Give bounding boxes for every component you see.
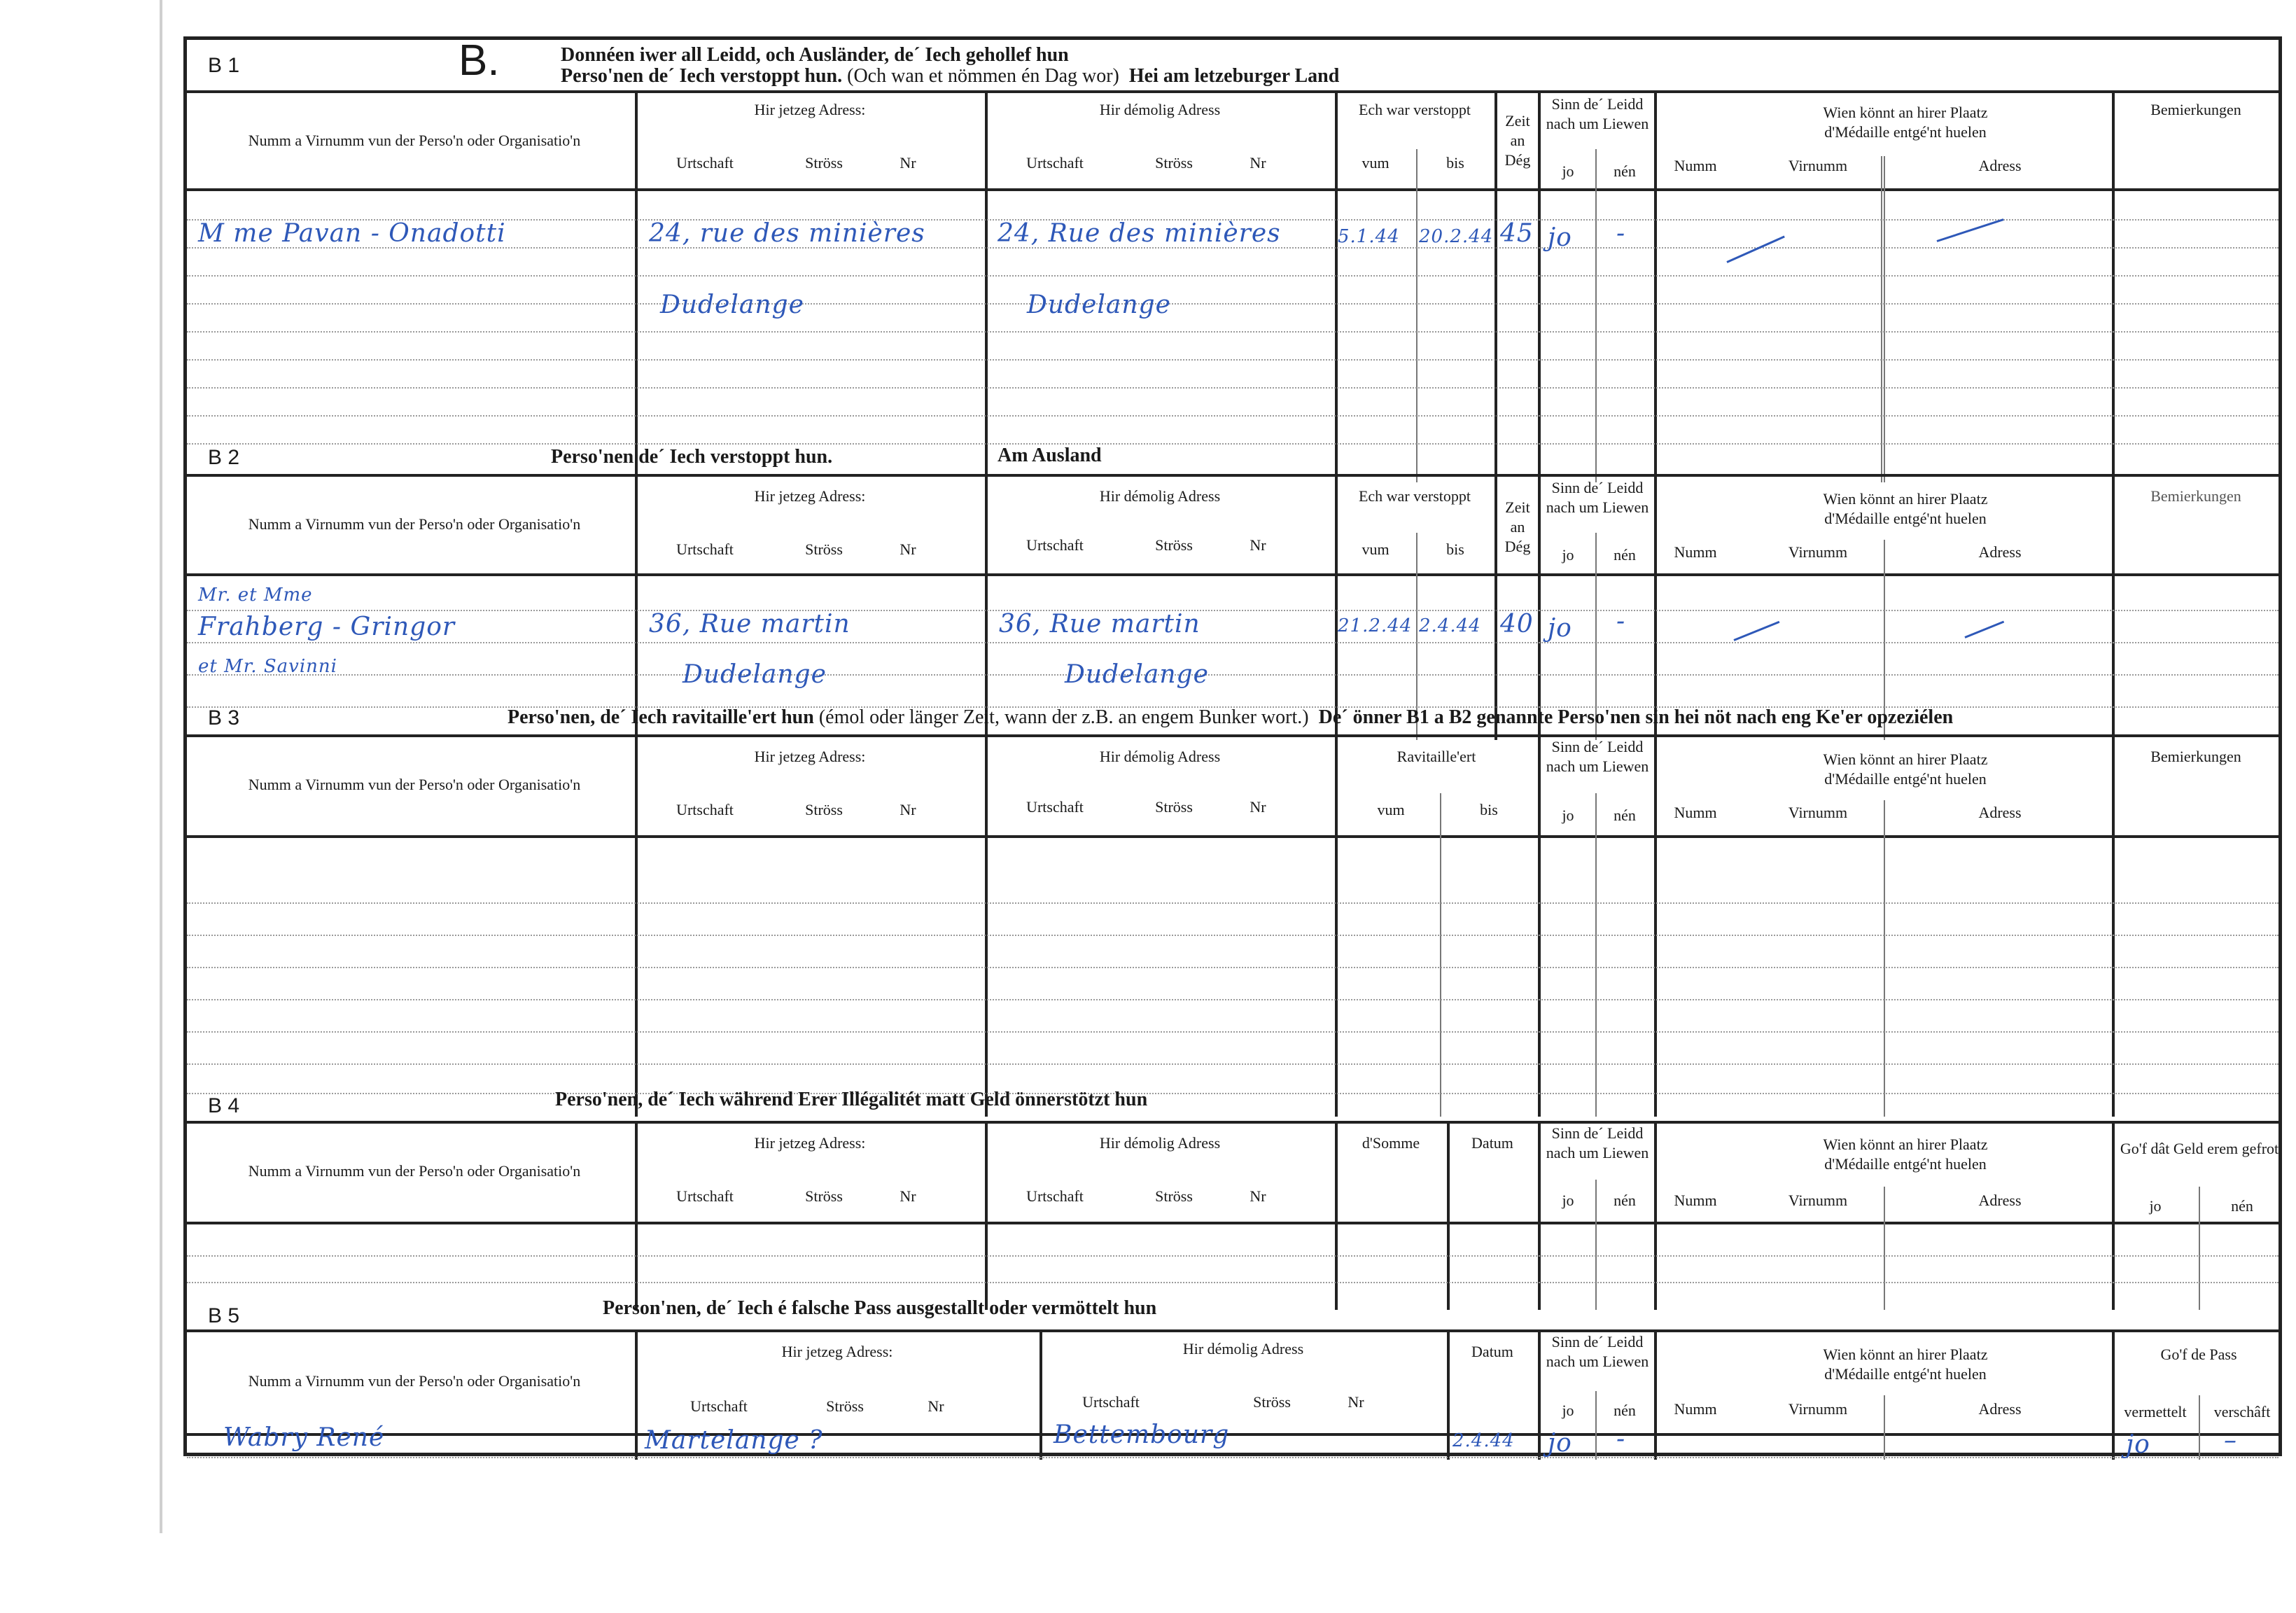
- b2-hidden-from: 21.2.44: [1338, 615, 1413, 636]
- col-locality: Urtschaft: [676, 801, 734, 818]
- table-b1: [187, 90, 2278, 482]
- col-street: Ströss: [805, 540, 843, 558]
- col-yes: jo: [1562, 1402, 1574, 1419]
- col-name: Numm a Virnumm vun der Perso'n oder Organisatio'n: [248, 776, 581, 793]
- col-name: Numm a Virnumm vun der Perso'n oder Organisatio'n: [248, 515, 581, 533]
- b2-days: 40: [1500, 610, 1534, 638]
- col-no: nén: [1614, 806, 1636, 824]
- b2-former-street: 36, Rue martin: [999, 610, 1200, 638]
- b2-medal-address-dash: [1964, 621, 2004, 638]
- b5-title: Person'nen, de´ Iech é falsche Pass ausgestallt oder vermöttelt hun: [603, 1297, 1157, 1319]
- col-medal: Wien könnt an hirer Plaatz d'Médaille entgé'nt huelen: [1823, 1346, 1988, 1383]
- col-medal-address: Adress: [1978, 1192, 2022, 1209]
- col-locality: Urtschaft: [1026, 536, 1084, 554]
- col-yes: jo: [1562, 546, 1574, 564]
- col-alive: Sinn de´ Leidd nach um Liewen: [1546, 479, 1649, 516]
- col-medal: Wien könnt an hirer Plaatz d'Médaille entgé'nt huelen: [1823, 750, 1988, 788]
- col-medal-first: Virnumm: [1788, 543, 1848, 561]
- form-letter: B.: [458, 36, 500, 85]
- b2-title-abroad: Am Ausland: [997, 445, 1102, 466]
- col-name: Numm a Virnumm vun der Perso'n oder Organisatio'n: [248, 1372, 581, 1390]
- b2-former-city: Dudelange: [1065, 660, 1209, 689]
- b1-medal-name-dash: [1726, 236, 1784, 263]
- form-title-line1: Donnéen iwer all Leidd, och Ausländer, de´ Iech gehollef hun: [561, 44, 1069, 66]
- col-street: Ströss: [1155, 1187, 1193, 1205]
- col-supplied: Ravitaille'ert: [1396, 748, 1476, 765]
- b1-current-city: Dudelange: [660, 291, 804, 319]
- section-code-b5: B 5: [208, 1304, 240, 1327]
- form-title-b1: Perso'nen de´ Iech verstoppt hun.: [561, 65, 843, 87]
- table-b5: [187, 1329, 2278, 1460]
- col-current-address: Hir jetzeg Adress:: [754, 748, 866, 765]
- b1-days: 45: [1500, 219, 1534, 248]
- section-code-b3: B 3: [208, 706, 240, 729]
- col-street: Ströss: [1155, 154, 1193, 172]
- col-no: nén: [1614, 1192, 1636, 1209]
- col-name: Numm a Virnumm vun der Perso'n oder Organisatio'n: [248, 1162, 581, 1180]
- col-street: Ströss: [826, 1397, 864, 1415]
- b5-alive-yes: jo: [1548, 1429, 1572, 1458]
- col-yes: jo: [2149, 1197, 2162, 1215]
- col-nr: Nr: [1348, 1393, 1364, 1411]
- col-nr: Nr: [899, 540, 916, 558]
- col-nr: Nr: [899, 154, 916, 172]
- col-locality: Urtschaft: [1026, 1187, 1084, 1205]
- col-nr: Nr: [899, 1187, 916, 1205]
- b2-alive-no: -: [1616, 607, 1626, 636]
- b1-former-street: 24, Rue des minières: [997, 219, 1281, 248]
- b1-medal-address-dash: [1937, 218, 2004, 242]
- col-medal-address: Adress: [1978, 543, 2022, 561]
- col-street: Ströss: [1155, 798, 1193, 816]
- b1-alive-no: -: [1616, 219, 1626, 248]
- section-code-b2: B 2: [208, 446, 240, 469]
- b2-person-name-line2: Frahberg - Gringor: [198, 613, 456, 641]
- col-medal-name: Numm: [1674, 804, 1717, 821]
- b2-person-name-line3: et Mr. Savinni: [198, 656, 337, 677]
- col-former-address: Hir démolig Adress: [1099, 101, 1221, 118]
- b5-date: 2.4.44: [1452, 1430, 1515, 1451]
- b1-current-street: 24, rue des minières: [649, 219, 925, 248]
- form-title-note: (Och wan et nömmen én Dag wor): [847, 65, 1119, 87]
- col-alive: Sinn de´ Leidd nach um Liewen: [1546, 738, 1649, 775]
- col-medal-name: Numm: [1674, 1400, 1717, 1418]
- col-nr: Nr: [1250, 1187, 1266, 1205]
- col-locality: Urtschaft: [690, 1397, 748, 1415]
- col-nr: Nr: [1250, 154, 1266, 172]
- col-pass: Go'f de Pass: [2160, 1346, 2237, 1363]
- col-current-address: Hir jetzeg Adress:: [781, 1343, 893, 1360]
- table-b2: [187, 474, 2278, 740]
- col-alive: Sinn de´ Leidd nach um Liewen: [1546, 1333, 1649, 1370]
- col-medal-address: Adress: [1978, 1400, 2022, 1418]
- col-street: Ströss: [805, 154, 843, 172]
- b5-alive-no: -: [1616, 1425, 1626, 1453]
- b1-former-city: Dudelange: [1027, 291, 1171, 319]
- col-medal-first: Virnumm: [1788, 1192, 1848, 1209]
- col-remarks: Bemierkungen: [2150, 487, 2241, 505]
- col-name: Numm a Virnumm vun der Perso'n oder Organisatio'n: [248, 132, 581, 149]
- col-no: nén: [2231, 1197, 2253, 1215]
- b2-current-city: Dudelange: [682, 660, 827, 689]
- b3-title-note: (émol oder länger Zeit, wann der z.B. an engem Bunker wort.): [818, 706, 1309, 728]
- col-from: vum: [1362, 154, 1390, 172]
- col-date: Datum: [1471, 1134, 1513, 1152]
- b2-current-street: 36, Rue martin: [649, 610, 850, 638]
- col-medal-name: Numm: [1674, 1192, 1717, 1209]
- b5-pass-made: –: [2224, 1426, 2237, 1455]
- b4-title: Perso'nen, de´ Iech während Erer Illégalitét matt Geld önnerstötzt hun: [555, 1089, 1148, 1110]
- col-made: verschâft: [2213, 1403, 2271, 1420]
- table-b3: [187, 734, 2278, 1117]
- b3-title: [507, 706, 1953, 729]
- col-yes: jo: [1562, 806, 1574, 824]
- col-locality: Urtschaft: [676, 540, 734, 558]
- col-remarks: Bemierkungen: [2150, 101, 2241, 118]
- col-locality: Urtschaft: [676, 1187, 734, 1205]
- col-money-back: Go'f dât Geld erem gefrot: [2120, 1140, 2279, 1157]
- col-medal: Wien könnt an hirer Plaatz d'Médaille entgé'nt huelen: [1823, 490, 1988, 527]
- col-alive: Sinn de´ Leidd nach um Liewen: [1546, 1124, 1649, 1161]
- binder-edge: [160, 0, 162, 1533]
- section-code-b1: B 1: [208, 54, 240, 77]
- col-remarks: Bemierkungen: [2150, 748, 2241, 765]
- col-from: vum: [1377, 801, 1405, 818]
- col-medal-name: Numm: [1674, 157, 1717, 174]
- b5-pass-mediated: jo: [2126, 1430, 2150, 1459]
- b2-title: Perso'nen de´ Iech verstoppt hun.: [551, 446, 833, 468]
- col-locality: Urtschaft: [1026, 154, 1084, 172]
- col-no: nén: [1614, 1402, 1636, 1419]
- col-former-address: Hir démolig Adress: [1099, 1134, 1221, 1152]
- col-sum: d'Somme: [1362, 1134, 1420, 1152]
- b2-hidden-to: 2.4.44: [1419, 615, 1481, 636]
- col-street: Ströss: [1253, 1393, 1291, 1411]
- col-street: Ströss: [1155, 536, 1193, 554]
- col-days: Zeit an Dég: [1504, 498, 1531, 555]
- col-medal: Wien könnt an hirer Plaatz d'Médaille entgé'nt huelen: [1823, 1136, 1988, 1173]
- col-medal-address: Adress: [1978, 804, 2022, 821]
- b5-person-name: Wabry René: [223, 1423, 385, 1452]
- col-current-address: Hir jetzeg Adress:: [754, 487, 866, 505]
- section-code-b4: B 4: [208, 1094, 240, 1117]
- col-street: Ströss: [805, 1187, 843, 1205]
- col-to: bis: [1446, 154, 1464, 172]
- col-no: nén: [1614, 546, 1636, 564]
- col-locality: Urtschaft: [1026, 798, 1084, 816]
- b1-alive-yes: jo: [1548, 223, 1572, 252]
- col-nr: Nr: [927, 1397, 944, 1415]
- col-to: bis: [1480, 801, 1498, 818]
- b1-hidden-from: 5.1.44: [1338, 226, 1400, 247]
- table-b4: [187, 1121, 2278, 1310]
- col-former-address: Hir démolig Adress: [1182, 1340, 1304, 1357]
- col-date: Datum: [1471, 1343, 1513, 1360]
- col-former-address: Hir démolig Adress: [1099, 487, 1221, 505]
- col-street: Ströss: [805, 801, 843, 818]
- col-former-address: Hir démolig Adress: [1099, 748, 1221, 765]
- col-medal: Wien könnt an hirer Plaatz d'Médaille entgé'nt huelen: [1823, 104, 1988, 141]
- col-medal-first: Virnumm: [1788, 157, 1848, 174]
- col-medal-first: Virnumm: [1788, 1400, 1848, 1418]
- col-current-address: Hir jetzeg Adress:: [754, 1134, 866, 1152]
- col-no: nén: [1614, 162, 1636, 180]
- col-nr: Nr: [1250, 536, 1266, 554]
- col-to: bis: [1446, 540, 1464, 558]
- col-from: vum: [1362, 540, 1390, 558]
- col-alive: Sinn de´ Leidd nach um Liewen: [1546, 95, 1649, 132]
- b1-hidden-to: 20.2.44: [1419, 226, 1494, 247]
- col-nr: Nr: [1250, 798, 1266, 816]
- col-medal-address: Adress: [1978, 157, 2022, 174]
- b5-current-city: Martelange ?: [645, 1426, 823, 1455]
- col-hidden: Ech war verstoppt: [1358, 101, 1471, 118]
- form-title-line2: [561, 65, 1339, 88]
- b3-title-hint: De´ önner B1 a B2 genannte Perso'nen sin hei nöt nach eng Ke'er opzeziélen: [1318, 706, 1954, 728]
- col-locality: Urtschaft: [676, 154, 734, 172]
- b3-title-main: Perso'nen, de´ Iech ravitaille'ert hun: [507, 706, 814, 728]
- b1-person-name: M me Pavan - Onadotti: [198, 219, 506, 248]
- col-locality: Urtschaft: [1082, 1393, 1140, 1411]
- col-nr: Nr: [899, 801, 916, 818]
- form-title-country: Hei am letzeburger Land: [1128, 65, 1340, 87]
- b5-former-city: Bettembourg: [1054, 1420, 1230, 1449]
- b2-medal-name-dash: [1733, 621, 1779, 641]
- col-medal-name: Numm: [1674, 543, 1717, 561]
- col-hidden: Ech war verstoppt: [1358, 487, 1471, 505]
- col-yes: jo: [1562, 162, 1574, 180]
- col-current-address: Hir jetzeg Adress:: [754, 101, 866, 118]
- col-mediated: vermettelt: [2124, 1403, 2187, 1420]
- col-medal-first: Virnumm: [1788, 804, 1848, 821]
- b2-alive-yes: jo: [1548, 614, 1572, 643]
- col-days: Zeit an Dég: [1504, 112, 1531, 169]
- col-yes: jo: [1562, 1192, 1574, 1209]
- form-sheet: [183, 36, 2282, 1459]
- b2-person-name-line1: Mr. et Mme: [198, 585, 313, 606]
